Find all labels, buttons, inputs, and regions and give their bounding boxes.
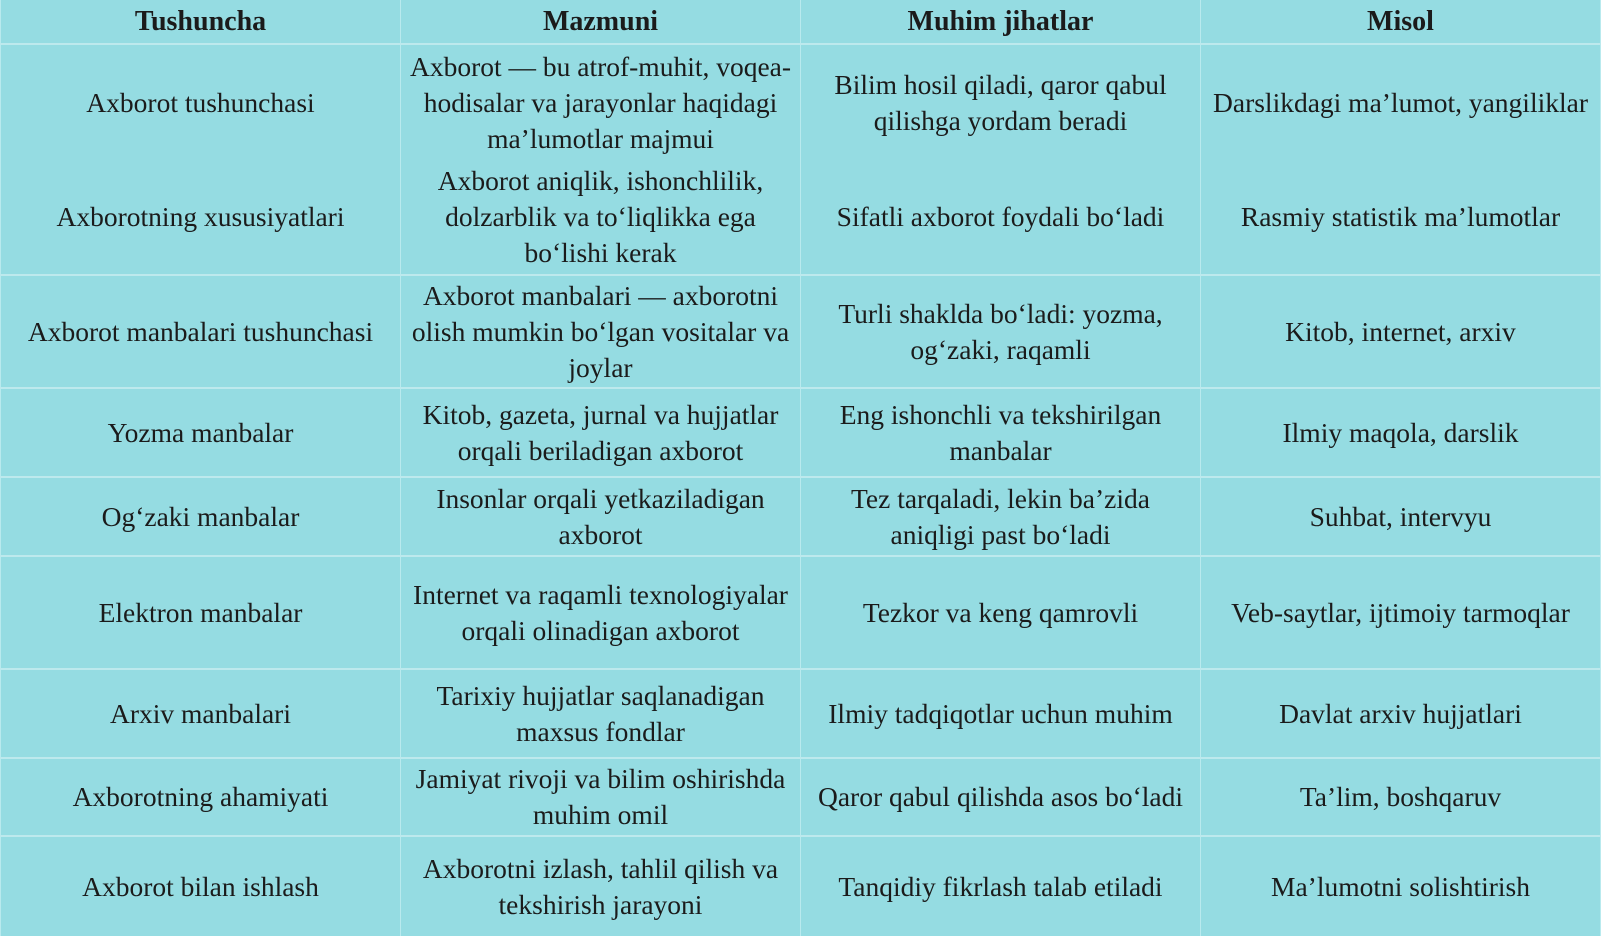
cell-concept: Axborotning ahamiyati <box>1 758 401 836</box>
cell-concept: Axborot manbalari tushunchasi <box>1 275 401 388</box>
cell-content: Internet va raqamli texnologiyalar orqali olinadigan axborot <box>401 556 801 669</box>
cell-concept: Elektron manbalar <box>1 556 401 669</box>
table-row <box>1 160 1601 275</box>
header-aspects: Muhim jihatlar <box>801 0 1201 44</box>
cell-aspects: Ilmiy tadqiqotlar uchun muhim <box>801 669 1201 758</box>
cell-content: Kitob, gazeta, jurnal va hujjatlar orqali beriladigan axborot <box>401 388 801 477</box>
table-row <box>1 44 1601 160</box>
cell-concept: Og‘zaki manbalar <box>1 477 401 556</box>
cell-aspects: Bilim hosil qiladi, qaror qabul qilishga yordam beradi <box>801 44 1201 160</box>
cell-content: Axborot manbalari — axborotni olish mumkin bo‘lgan vositalar va joylar <box>401 275 801 388</box>
cell-aspects: Tez tarqaladi, lekin ba’zida aniqligi past bo‘ladi <box>801 477 1201 556</box>
cell-aspects: Eng ishonchli va tekshirilgan manbalar <box>801 388 1201 477</box>
table-row <box>1 669 1601 758</box>
cell-concept: Yozma manbalar <box>1 388 401 477</box>
table-row <box>1 388 1601 477</box>
cell-aspects: Sifatli axborot foydali bo‘ladi <box>801 160 1201 275</box>
cell-content: Axborot — bu atrof-muhit, voqea-hodisalar va jarayonlar haqidagi ma’lumotlar majmui <box>401 44 801 160</box>
cell-concept: Arxiv manbalari <box>1 669 401 758</box>
cell-example: Rasmiy statistik ma’lumotlar <box>1201 160 1601 275</box>
cell-example: Ta’lim, boshqaruv <box>1201 758 1601 836</box>
cell-aspects: Turli shaklda bo‘ladi: yozma, og‘zaki, raqamli <box>801 275 1201 388</box>
cell-aspects: Tanqidiy fikrlash talab etiladi <box>801 836 1201 936</box>
cell-content: Insonlar orqali yetkaziladigan axborot <box>401 477 801 556</box>
table-row <box>1 758 1601 836</box>
header-example: Misol <box>1201 0 1601 44</box>
cell-content: Tarixiy hujjatlar saqlanadigan maxsus fondlar <box>401 669 801 758</box>
cell-aspects: Qaror qabul qilishda asos bo‘ladi <box>801 758 1201 836</box>
table-header-row <box>1 0 1601 44</box>
cell-example: Ilmiy maqola, darslik <box>1201 388 1601 477</box>
cell-content: Axborot aniqlik, ishonchlilik, dolzarblik va to‘liqlikka ega bo‘lishi kerak <box>401 160 801 275</box>
cell-example: Davlat arxiv hujjatlari <box>1201 669 1601 758</box>
table-row <box>1 556 1601 669</box>
cell-concept: Axborot bilan ishlash <box>1 836 401 936</box>
header-concept: Tushuncha <box>1 0 401 44</box>
cell-example: Ma’lumotni solishtirish <box>1201 836 1601 936</box>
cell-content: Jamiyat rivoji va bilim oshirishda muhim omil <box>401 758 801 836</box>
table-row <box>1 477 1601 556</box>
cell-example: Darslikdagi ma’lumot, yangiliklar <box>1201 44 1601 160</box>
table-row <box>1 275 1601 388</box>
table-row <box>1 836 1601 936</box>
cell-example: Kitob, internet, arxiv <box>1201 275 1601 388</box>
cell-concept: Axborotning xususiyatlari <box>1 160 401 275</box>
cell-example: Veb-saytlar, ijtimoiy tarmoqlar <box>1201 556 1601 669</box>
header-content: Mazmuni <box>401 0 801 44</box>
cell-aspects: Tezkor va keng qamrovli <box>801 556 1201 669</box>
cell-concept: Axborot tushunchasi <box>1 44 401 160</box>
cell-content: Axborotni izlash, tahlil qilish va tekshirish jarayoni <box>401 836 801 936</box>
cell-example: Suhbat, intervyu <box>1201 477 1601 556</box>
